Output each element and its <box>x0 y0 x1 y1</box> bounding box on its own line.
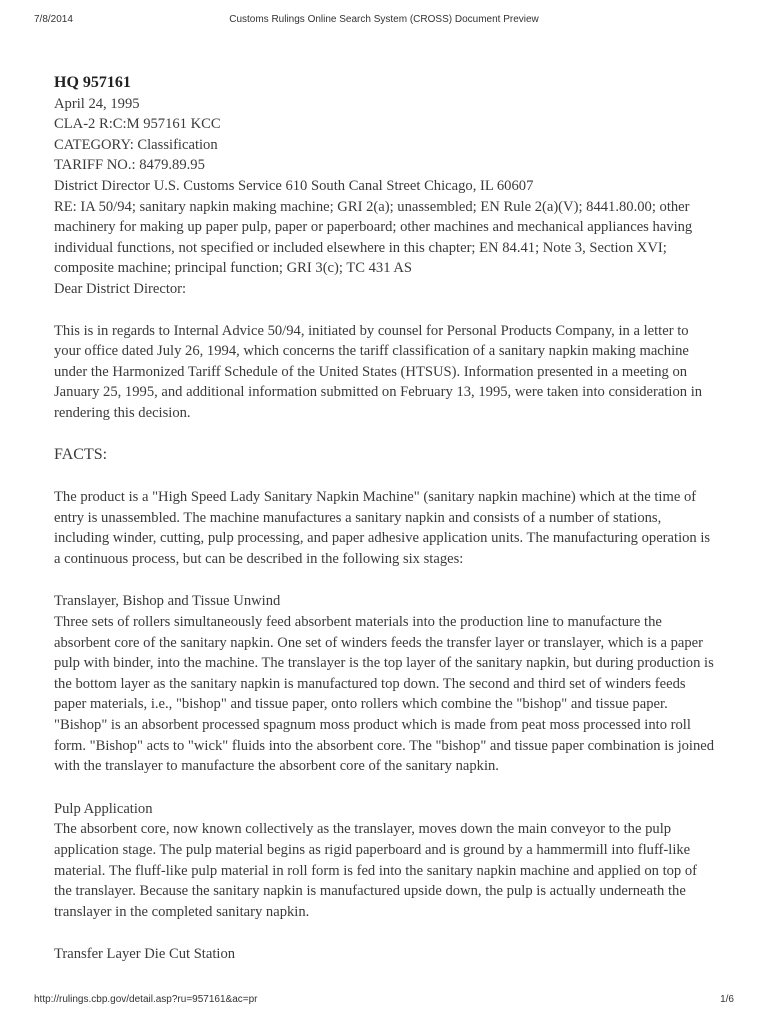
stage-1-title: Translayer, Bishop and Tissue Unwind <box>54 593 281 610</box>
file-reference: CLA-2 R:C:M 957161 KCC <box>54 116 221 133</box>
stage-2-text: The absorbent core, now known collectively as the translayer, moves down the main conveyor to the pulp application stage. The pulp material begins as rigid paperboard and is ground by a hammermill into fluff-like material. The fluff-like pulp material in roll form is fed into the sanitary napkin machine and applied on top of the translayer. Because the sanitary napkin is manufactured upside down, the pulp is actually underneath the translayer in the completed sanitary napkin. <box>54 821 698 920</box>
category-line: CATEGORY: Classification <box>54 136 218 153</box>
page-number: 1/6 <box>720 994 734 1005</box>
stage-2-title: Pulp Application <box>54 800 153 817</box>
print-title: Customs Rulings Online Search System (CROSS) Document Preview <box>229 14 539 25</box>
re-line: RE: IA 50/94; sanitary napkin making machine; GRI 2(a); unassembled; EN Rule 2(a)(V); 8441.80.00; other machinery for making up paper pulp, paper or paperboard; other machines and mechanical appliances having individual functions, not specified or included elsewhere in this chapter; EN 84.41; Note 3, Section XVI; composite machine; principal function; GRI 3(c); TC 431 AS <box>54 198 693 277</box>
stage-3-title: Transfer Layer Die Cut Station <box>54 946 236 963</box>
ruling-number: HQ 957161 <box>54 74 131 91</box>
print-url[interactable]: http://rulings.cbp.gov/detail.asp?ru=957161&ac=pr <box>34 994 258 1005</box>
addressee-line: District Director U.S. Customs Service 610 South Canal Street Chicago, IL 60607 <box>54 177 534 194</box>
document-body <box>54 73 716 965</box>
facts-paragraph: The product is a "High Speed Lady Sanitary Napkin Machine" (sanitary napkin machine) which at the time of entry is unassembled. The machine manufactures a sanitary napkin and consists of a number of stations, including winder, cutting, pulp processing, and paper adhesive application units. The manufacturing operation is a continuous process, but can be described in the following six stages: <box>54 489 711 567</box>
print-date: 7/8/2014 <box>34 14 73 25</box>
print-footer <box>34 994 734 1010</box>
stage-1-text: Three sets of rollers simultaneously feed absorbent materials into the production line to manufacture the absorbent core of the sanitary napkin. One set of winders feeds the transfer layer or translayer, which is a paper pulp with binder, into the machine. The translayer is the top layer of the sanitary napkin, but during production is the bottom layer as the sanitary napkin is manufactured top down. The second and third set of winders feeds paper materials, i.e., "bishop" and tissue paper, onto rollers which combine the "bishop" and tissue paper. "Bishop" is an absorbent processed spagnum moss product which is made from peat moss processed into roll form. "Bishop" acts to "wick" fluids into the absorbent core. The "bishop" and tissue paper combination is joined with the translayer to manufacture the absorbent core of the sanitary napkin. <box>54 614 715 775</box>
facts-heading: FACTS: <box>54 445 108 463</box>
intro-paragraph: This is in regards to Internal Advice 50/94, initiated by counsel for Personal Products Company, in a letter to your office dated July 26, 1994, which concerns the tariff classification of a sanitary napkin making machine under the Harmonized Tariff Schedule of the United States (HTSUS). Information presented in a meeting on January 25, 1995, and additional information submitted on February 13, 1995, were taken into consideration in rendering this decision. <box>54 322 703 421</box>
print-header <box>34 14 734 30</box>
salutation: Dear District Director: <box>54 280 187 297</box>
ruling-date: April 24, 1995 <box>54 95 140 112</box>
tariff-number-line: TARIFF NO.: 8479.89.95 <box>54 157 205 174</box>
